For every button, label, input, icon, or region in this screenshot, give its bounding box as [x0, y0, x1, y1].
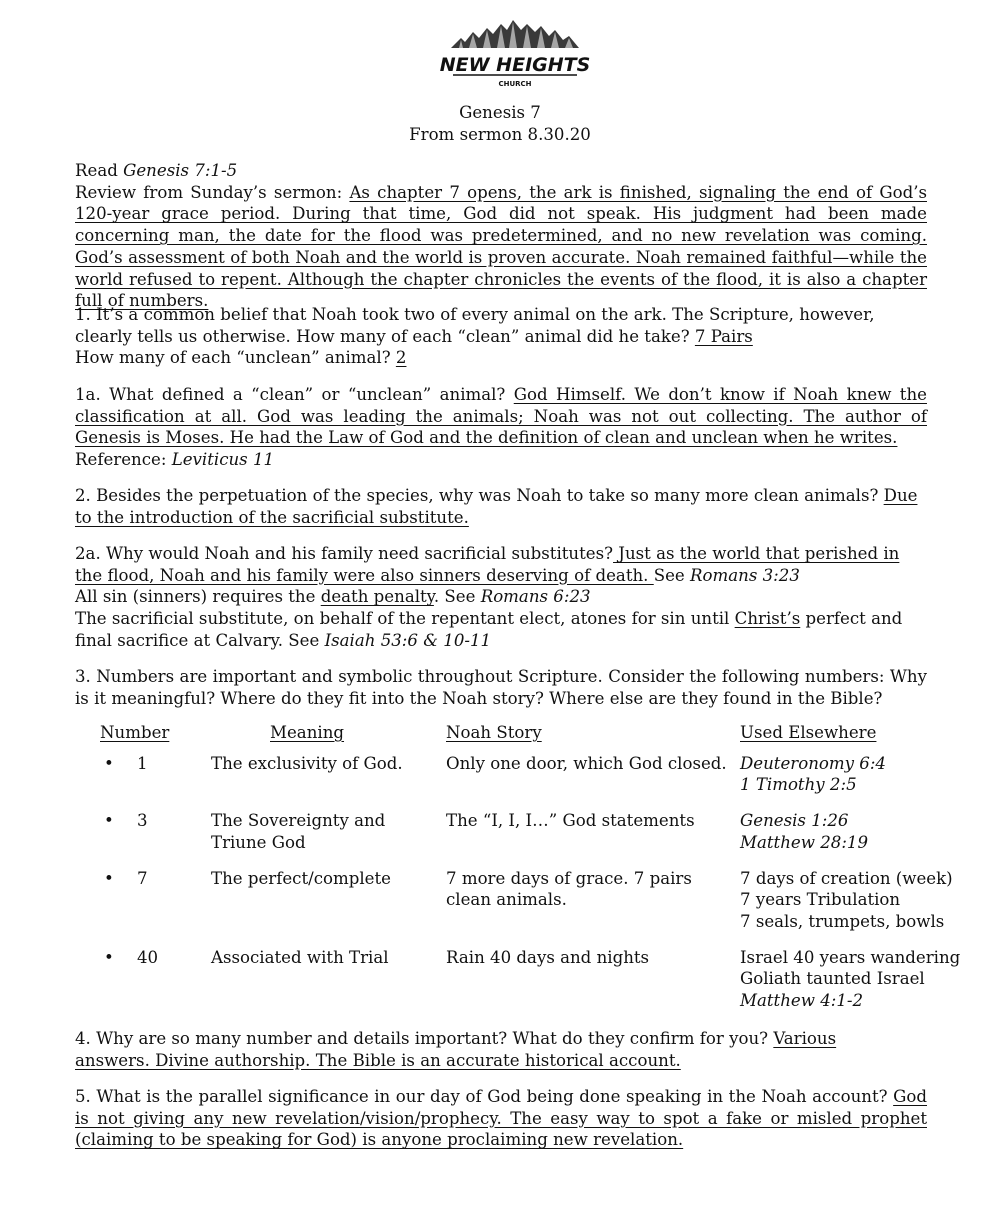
row-number: 40	[137, 947, 159, 967]
table-row	[100, 744, 970, 796]
q2a-ref3: Isaiah 53:6 & 10-11	[324, 630, 492, 650]
header-meaning-label: Meaning	[270, 723, 345, 742]
question-1	[75, 304, 927, 369]
q4-answer: Various answers. Divine authorship. The Bible is an accurate historical account.	[75, 1029, 837, 1070]
header-noah	[446, 722, 740, 744]
q2a-line3-b: perfect and final sacrifice at Calvary. See	[75, 609, 903, 650]
q1a-text: 1a. What defined a “clean” or “unclean” animal?	[75, 385, 514, 404]
row-bullet: •	[104, 753, 114, 773]
row-number: 7	[137, 868, 148, 888]
q2a-ref2: Romans 6:23	[480, 587, 591, 607]
q2a-line2-b: . See	[433, 587, 481, 607]
header-elsewhere	[740, 722, 970, 744]
q2a-see: See	[653, 565, 691, 585]
q4-line	[75, 1028, 915, 1071]
row-number: 1	[137, 753, 148, 773]
q2a-line3-a: The sacrificial substitute, on behalf of the repentant elect, atones for sin until	[75, 609, 735, 629]
logo-wordmark: NEW HEIGHTS	[439, 54, 591, 76]
elsewhere-reference: Matthew 4:1-2	[740, 991, 864, 1011]
question-3	[75, 666, 927, 709]
row-noah-story: The “I, I, I…” God statements	[446, 811, 695, 831]
q2-text: 2. Besides the perpetuation of the species, why was Noah to take so many more clean animals?	[75, 486, 884, 505]
elsewhere-reference: 7 seals, trumpets, bowls	[740, 911, 945, 931]
elsewhere-reference: Genesis 1:26	[740, 811, 849, 831]
q2-answer: Due to the introduction of the sacrificial substitute.	[75, 486, 918, 527]
question-2a	[75, 543, 927, 652]
review-prefix: Review from Sunday’s sermon:	[75, 182, 350, 202]
q1-text2: How many of each “unclean” animal?	[75, 348, 396, 368]
row-noah-story: Only one door, which God closed.	[446, 753, 727, 773]
page-subtitle: From sermon 8.30.20	[409, 125, 591, 144]
logo-subtext: CHURCH	[498, 80, 532, 88]
q2a-christs: Christ’s	[734, 609, 801, 629]
header-number-label: Number	[100, 723, 170, 742]
table-row	[100, 854, 970, 933]
q1a-reference-line	[75, 449, 927, 471]
table-row	[100, 796, 970, 853]
q1-line2	[75, 347, 927, 369]
question-1a	[75, 384, 927, 471]
q2-line	[75, 485, 927, 528]
q5-answer: God is not giving any new revelation/vision/prophecy. The easy way to spot a fake or misled prophet (claiming to be speaking for God) is anyone proclaiming new revelation.	[75, 1087, 927, 1150]
q1a-line	[75, 384, 927, 449]
elsewhere-reference: 1 Timothy 2:5	[740, 775, 857, 795]
page-title: Genesis 7	[459, 103, 541, 122]
row-meaning: The exclusivity of God.	[211, 753, 403, 773]
row-used-elsewhere	[740, 796, 970, 853]
row-number: 3	[137, 811, 148, 831]
row-noah-story: 7 more days of grace. 7 pairs clean animals.	[446, 868, 692, 910]
row-used-elsewhere	[740, 854, 970, 933]
header-elsewhere-label: Used Elsewhere	[740, 723, 877, 742]
q2a-line2	[75, 586, 927, 608]
q2a-text: 2a. Why would Noah and his family need sacrificial substitutes?	[75, 544, 614, 563]
q2a-answer: Just as the world that perished in the flood, Noah and his family were also sinners deserving of death.	[75, 544, 900, 585]
row-noah-story: Rain 40 days and nights	[446, 947, 650, 967]
read-prefix: Read	[75, 161, 124, 180]
table-row	[100, 933, 970, 1012]
q1a-answer: God Himself. We don’t know if Noah knew the classification at all. God was leading the animals; Noah was not out collecting. The author of Genesis is Moses. He had the Law of God and the definition of clean and unclean when he writes.	[75, 385, 927, 448]
elsewhere-reference: 7 years Tribulation	[740, 890, 901, 910]
read-line	[75, 160, 927, 182]
intro-section	[75, 160, 927, 312]
header-number	[100, 722, 211, 744]
row-bullet: •	[104, 811, 114, 831]
question-5	[75, 1086, 927, 1151]
q1a-ref-prefix: Reference:	[75, 450, 172, 470]
elsewhere-reference: Deuteronomy 6:4	[740, 753, 886, 773]
row-used-elsewhere	[740, 933, 970, 1012]
q5-text: 5. What is the parallel significance in our day of God being done speaking in the Noah account?	[75, 1087, 894, 1106]
header-meaning	[211, 722, 446, 744]
row-meaning: The perfect/complete	[211, 868, 391, 888]
elsewhere-reference: Goliath taunted Israel	[740, 969, 925, 989]
q1-answer: 7 Pairs	[694, 326, 753, 346]
elsewhere-reference: Matthew 28:19	[740, 832, 869, 852]
elsewhere-reference: Israel 40 years wandering	[740, 947, 961, 967]
header-noah-label: Noah Story	[446, 723, 542, 742]
q1-answer2: 2	[395, 348, 407, 368]
q5-line	[75, 1086, 927, 1151]
question-4	[75, 1028, 927, 1071]
review-answer: As chapter 7 opens, the ark is finished, signaling the end of God’s 120-year grace period. During that time, God did not speak. His judgment had been made concerning man, the date for the flood was predetermined, and no new revelation was coming. God’s assessment of both Noah and the world is proven accurate. Noah remained faithful—while the world refused to repent. Although the chapter chronicles the events of the flood, it is also a chapter full of numbers.	[75, 182, 927, 311]
numbers-table	[100, 722, 970, 1012]
q1-text: 1. It’s a common belief that Noah took two of every animal on the ark. The Scripture, however, clearly tells us otherwise. How many of each “clean” animal did he take?	[75, 305, 875, 346]
question-2	[75, 485, 927, 528]
mountain-logo-icon	[439, 18, 591, 90]
q3-text: 3. Numbers are important and symbolic throughout Scripture. Consider the following numbers: Why is it meaningful? Where do they fit into the Noah story? Where else are they found in the Bible?	[75, 667, 927, 708]
row-meaning: The Sovereignty and Triune God	[211, 811, 386, 852]
q1-line	[75, 304, 927, 347]
q1a-reference: Leviticus 11	[171, 450, 275, 470]
review-paragraph	[75, 182, 927, 312]
q2a-line2-a: All sin (sinners) requires the	[75, 587, 321, 607]
read-reference: Genesis 7:1-5	[123, 161, 238, 180]
q2a-line3	[75, 608, 927, 651]
row-used-elsewhere	[740, 744, 970, 796]
row-meaning: Associated with Trial	[211, 947, 389, 967]
table-header-row	[100, 722, 970, 744]
row-bullet: •	[104, 947, 114, 967]
church-logo	[439, 18, 591, 90]
q2a-death-penalty: death penalty	[320, 587, 434, 607]
q2a-line	[75, 543, 927, 586]
q4-text: 4. Why are so many number and details important? What do they confirm for you?	[75, 1029, 774, 1048]
q2a-ref1: Romans 3:23	[690, 565, 800, 585]
elsewhere-reference: 7 days of creation (week)	[740, 868, 953, 888]
row-bullet: •	[104, 868, 114, 888]
